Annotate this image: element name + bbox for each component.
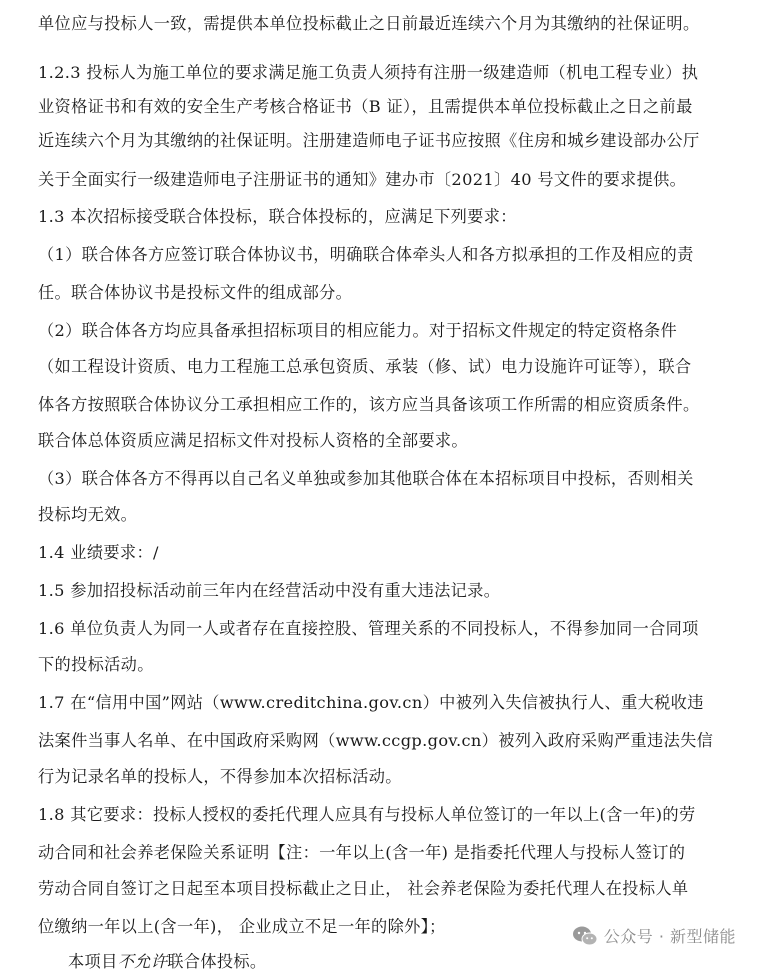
text-line: （3）联合体各方不得再以自己名义单独或参加其他联合体在本招标项目中投标，否则相关 — [38, 469, 694, 488]
text-line: 1.4 业绩要求：/ — [38, 543, 159, 562]
text-line: 单位应与投标人一致，需提供本单位投标截止之日前最近连续六个月为其缴纳的社保证明。 — [38, 14, 700, 33]
text-line: 1.7 在“信用中国”网站（www.creditchina.gov.cn）中被列入失信被执行人、重大税收违 — [38, 693, 704, 712]
text-line: 1.3 本次招标接受联合体投标，联合体投标的，应满足下列要求： — [38, 207, 517, 226]
text-line: 行为记录名单的投标人，不得参加本次招标活动。 — [38, 767, 402, 786]
watermark-text: 公众号 · 新型储能 — [603, 927, 736, 946]
text-line: 联合体总体资质应满足招标文件对投标人资格的全部要求。 — [38, 431, 468, 450]
text-line: 投标均无效。 — [38, 505, 138, 524]
text-line: 1.2.3 投标人为施工单位的要求满足施工负责人须持有注册一级建造师（机电工程专业）执 — [38, 63, 699, 82]
text-line: 业资格证书和有效的安全生产考核合格证书（B 证），且需提供本单位投标截止之日之前最 — [38, 97, 693, 116]
watermark — [572, 924, 736, 947]
text-line: 法案件当事人名单、在中国政府采购网（www.ccgp.gov.cn）被列入政府采购严重违法失信 — [38, 731, 714, 750]
final-statement-emphasis: 不允许 — [117, 952, 168, 971]
wechat-icon — [572, 925, 598, 947]
text-line: 1.8 其它要求：投标人授权的委托代理人应具有与投标人单位签订的一年以上(含一年)的劳 — [38, 805, 696, 824]
text-line: 1.5 参加招投标活动前三年内在经营活动中没有重大违法记录。 — [38, 581, 501, 600]
text-line: 关于全面实行一级建造师电子注册证书的通知》建办市〔2021〕40 号文件的要求提供。 — [38, 170, 687, 189]
text-line: （1）联合体各方应签订联合体协议书，明确联合体牵头人和各方拟承担的工作及相应的责 — [38, 245, 694, 264]
text-line: （如工程设计资质、电力工程施工总承包资质、承装（修、试）电力设施许可证等），联合 — [38, 357, 692, 376]
final-statement — [68, 952, 266, 972]
final-statement-prefix: 本项目 — [68, 952, 118, 971]
final-statement-suffix: 联合体投标。 — [167, 952, 267, 971]
text-line: 体各方按照联合体协议分工承担相应工作的，该方应当具备该项工作所需的相应资质条件。 — [38, 395, 700, 414]
text-line: （2）联合体各方均应具备承担招标项目的相应能力。对于招标文件规定的特定资格条件 — [38, 321, 678, 340]
text-line: 近连续六个月为其缴纳的社保证明。注册建造师电子证书应按照《住房和城乡建设部办公厅 — [38, 131, 700, 150]
text-line: 位缴纳一年以上(含一年)， 企业成立不足一年的除外】； — [38, 917, 446, 936]
text-line: 动合同和社会养老保险关系证明【注：一年以上(含一年) 是指委托代理人与投标人签订的 — [38, 843, 686, 862]
text-line: 1.6 单位负责人为同一人或者存在直接控股、管理关系的不同投标人，不得参加同一合同项 — [38, 619, 699, 638]
text-line: 劳动合同自签订之日起至本项目投标截止之日止， 社会养老保险为委托代理人在投标人单 — [38, 879, 689, 898]
text-line: 下的投标活动。 — [38, 655, 154, 674]
text-line: 任。联合体协议书是投标文件的组成部分。 — [38, 283, 353, 302]
